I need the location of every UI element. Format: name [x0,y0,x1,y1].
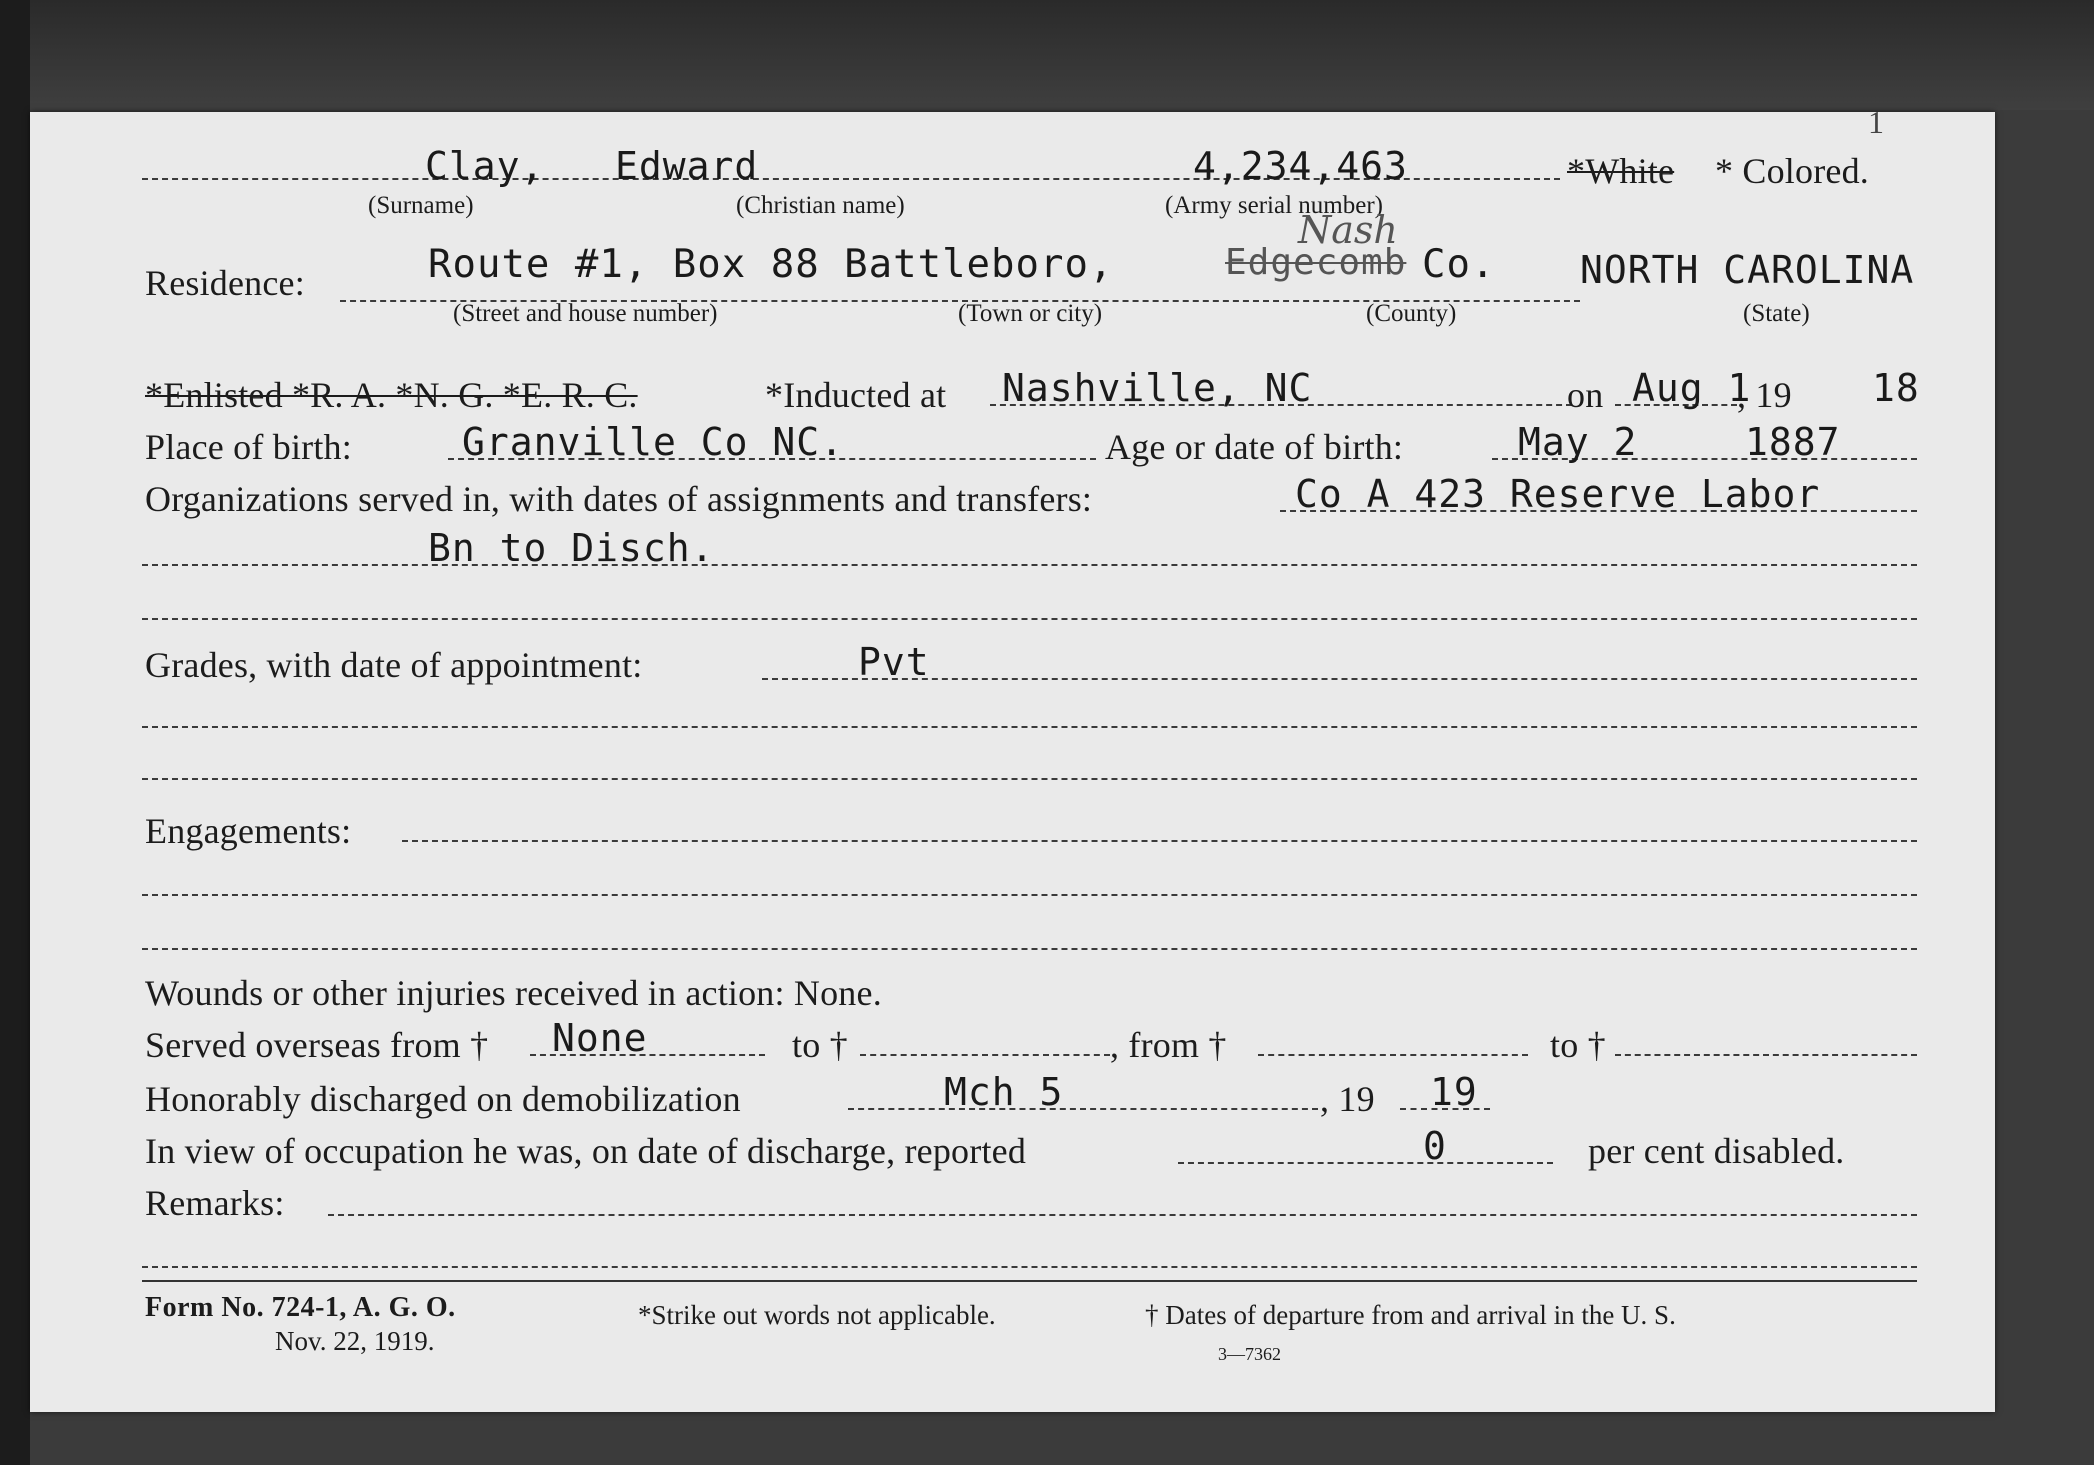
dates-note: † Dates of departure from and arrival in the U. S. [1145,1300,1676,1330]
grades-line-1 [762,678,1917,680]
enlistment-options-struck: *Enlisted *R. A. *N. G. *E. R. C. [145,375,638,415]
engagements-line-2 [142,894,1917,896]
strike-note: *Strike out words not applicable. [638,1300,996,1330]
organizations-line-2 [142,564,1917,566]
race-colored-option: * Colored. [1715,151,1869,191]
grades-value: Pvt [858,640,930,684]
organizations-value-line1: Co A 423 Reserve Labor [1295,472,1821,516]
serial-number-value: 4,234,463 [1193,144,1408,188]
organizations-label: Organizations served in, with dates of assignments and transfers: [145,479,1093,519]
residence-street-town: Route #1, Box 88 Battleboro, [428,242,1114,287]
inducted-date-value: Aug 1 [1632,366,1752,410]
caption-street: (Street and house number) [453,300,718,327]
birth-date-value: May 2 [1518,420,1638,464]
engagements-line-1 [402,840,1917,842]
residence-label: Residence: [145,263,305,303]
residence-county-suffix: Co. [1422,242,1496,287]
remarks-line-1 [328,1214,1917,1216]
inducted-at-label: *Inducted at [765,375,947,415]
overseas-to2-line [1615,1054,1917,1056]
birth-place-label: Place of birth: [145,427,352,467]
footer-rule [142,1280,1917,1282]
wounds-label: Wounds or other injuries received in action: None. [145,973,882,1013]
caption-surname: (Surname) [368,192,474,219]
overseas-to2-label: to † [1550,1025,1606,1065]
discharge-date-line [848,1108,1318,1110]
corner-mark: 1 [1868,104,1885,140]
overseas-from-label: Served overseas from † [145,1025,489,1065]
engagements-label: Engagements: [145,811,352,851]
remarks-line-2 [142,1266,1917,1268]
inducted-year-prefix: , 19 [1737,375,1792,415]
caption-christian-name: (Christian name) [736,192,905,219]
inducted-year-suffix: 18 [1872,366,1920,410]
disability-suffix: per cent disabled. [1588,1131,1845,1171]
race-white-option: *White [1567,151,1675,191]
residence-state: NORTH CAROLINA [1580,248,1915,292]
overseas-from2-label: , from † [1110,1025,1227,1065]
service-record-card [30,104,1995,1412]
form-number: Form No. 724-1, A. G. O. [145,1292,456,1323]
remarks-label: Remarks: [145,1183,285,1223]
surname-value: Clay, [425,144,545,188]
overseas-to-label: to † [792,1025,848,1065]
discharge-date-value: Mch 5 [944,1070,1064,1114]
overseas-from-value: None [552,1016,648,1060]
overseas-to-line [860,1054,1110,1056]
caption-serial-number: (Army serial number) [1165,192,1383,219]
inducted-place-value: Nashville, NC [1002,366,1313,410]
organizations-line-3 [142,618,1917,620]
disability-label: In view of occupation he was, on date of discharge, reported [145,1131,1027,1171]
print-code: 3—7362 [1218,1344,1281,1364]
discharge-year-prefix: , 19 [1320,1079,1375,1119]
overseas-from2-line [1258,1054,1528,1056]
scan-background-left [0,0,30,1465]
christian-name-value: Edward [615,144,759,188]
discharge-label: Honorably discharged on demobilization [145,1079,741,1119]
inducted-on-label: on [1567,375,1604,415]
engagements-line-3 [142,948,1917,950]
scan-background-top [0,0,2094,110]
caption-county: (County) [1366,300,1457,327]
caption-town: (Town or city) [958,300,1103,327]
residence-county-struck: Edgecomb [1225,242,1407,283]
grades-line-2 [142,726,1917,728]
grades-label: Grades, with date of appointment: [145,645,643,685]
disability-value: 0 [1423,1124,1447,1168]
birth-date-label: Age or date of birth: [1105,427,1404,467]
residence-county-handwritten: Nash [1298,208,1398,252]
birth-place-value: Granville Co NC. [462,420,845,464]
birth-year-value: 1887 [1745,420,1841,464]
disability-line [1178,1162,1553,1164]
organizations-value-line2: Bn to Disch. [428,526,715,570]
grades-line-3 [142,778,1917,780]
caption-state: (State) [1743,300,1810,327]
discharge-year-suffix: 19 [1430,1070,1478,1114]
form-date: Nov. 22, 1919. [275,1326,435,1356]
